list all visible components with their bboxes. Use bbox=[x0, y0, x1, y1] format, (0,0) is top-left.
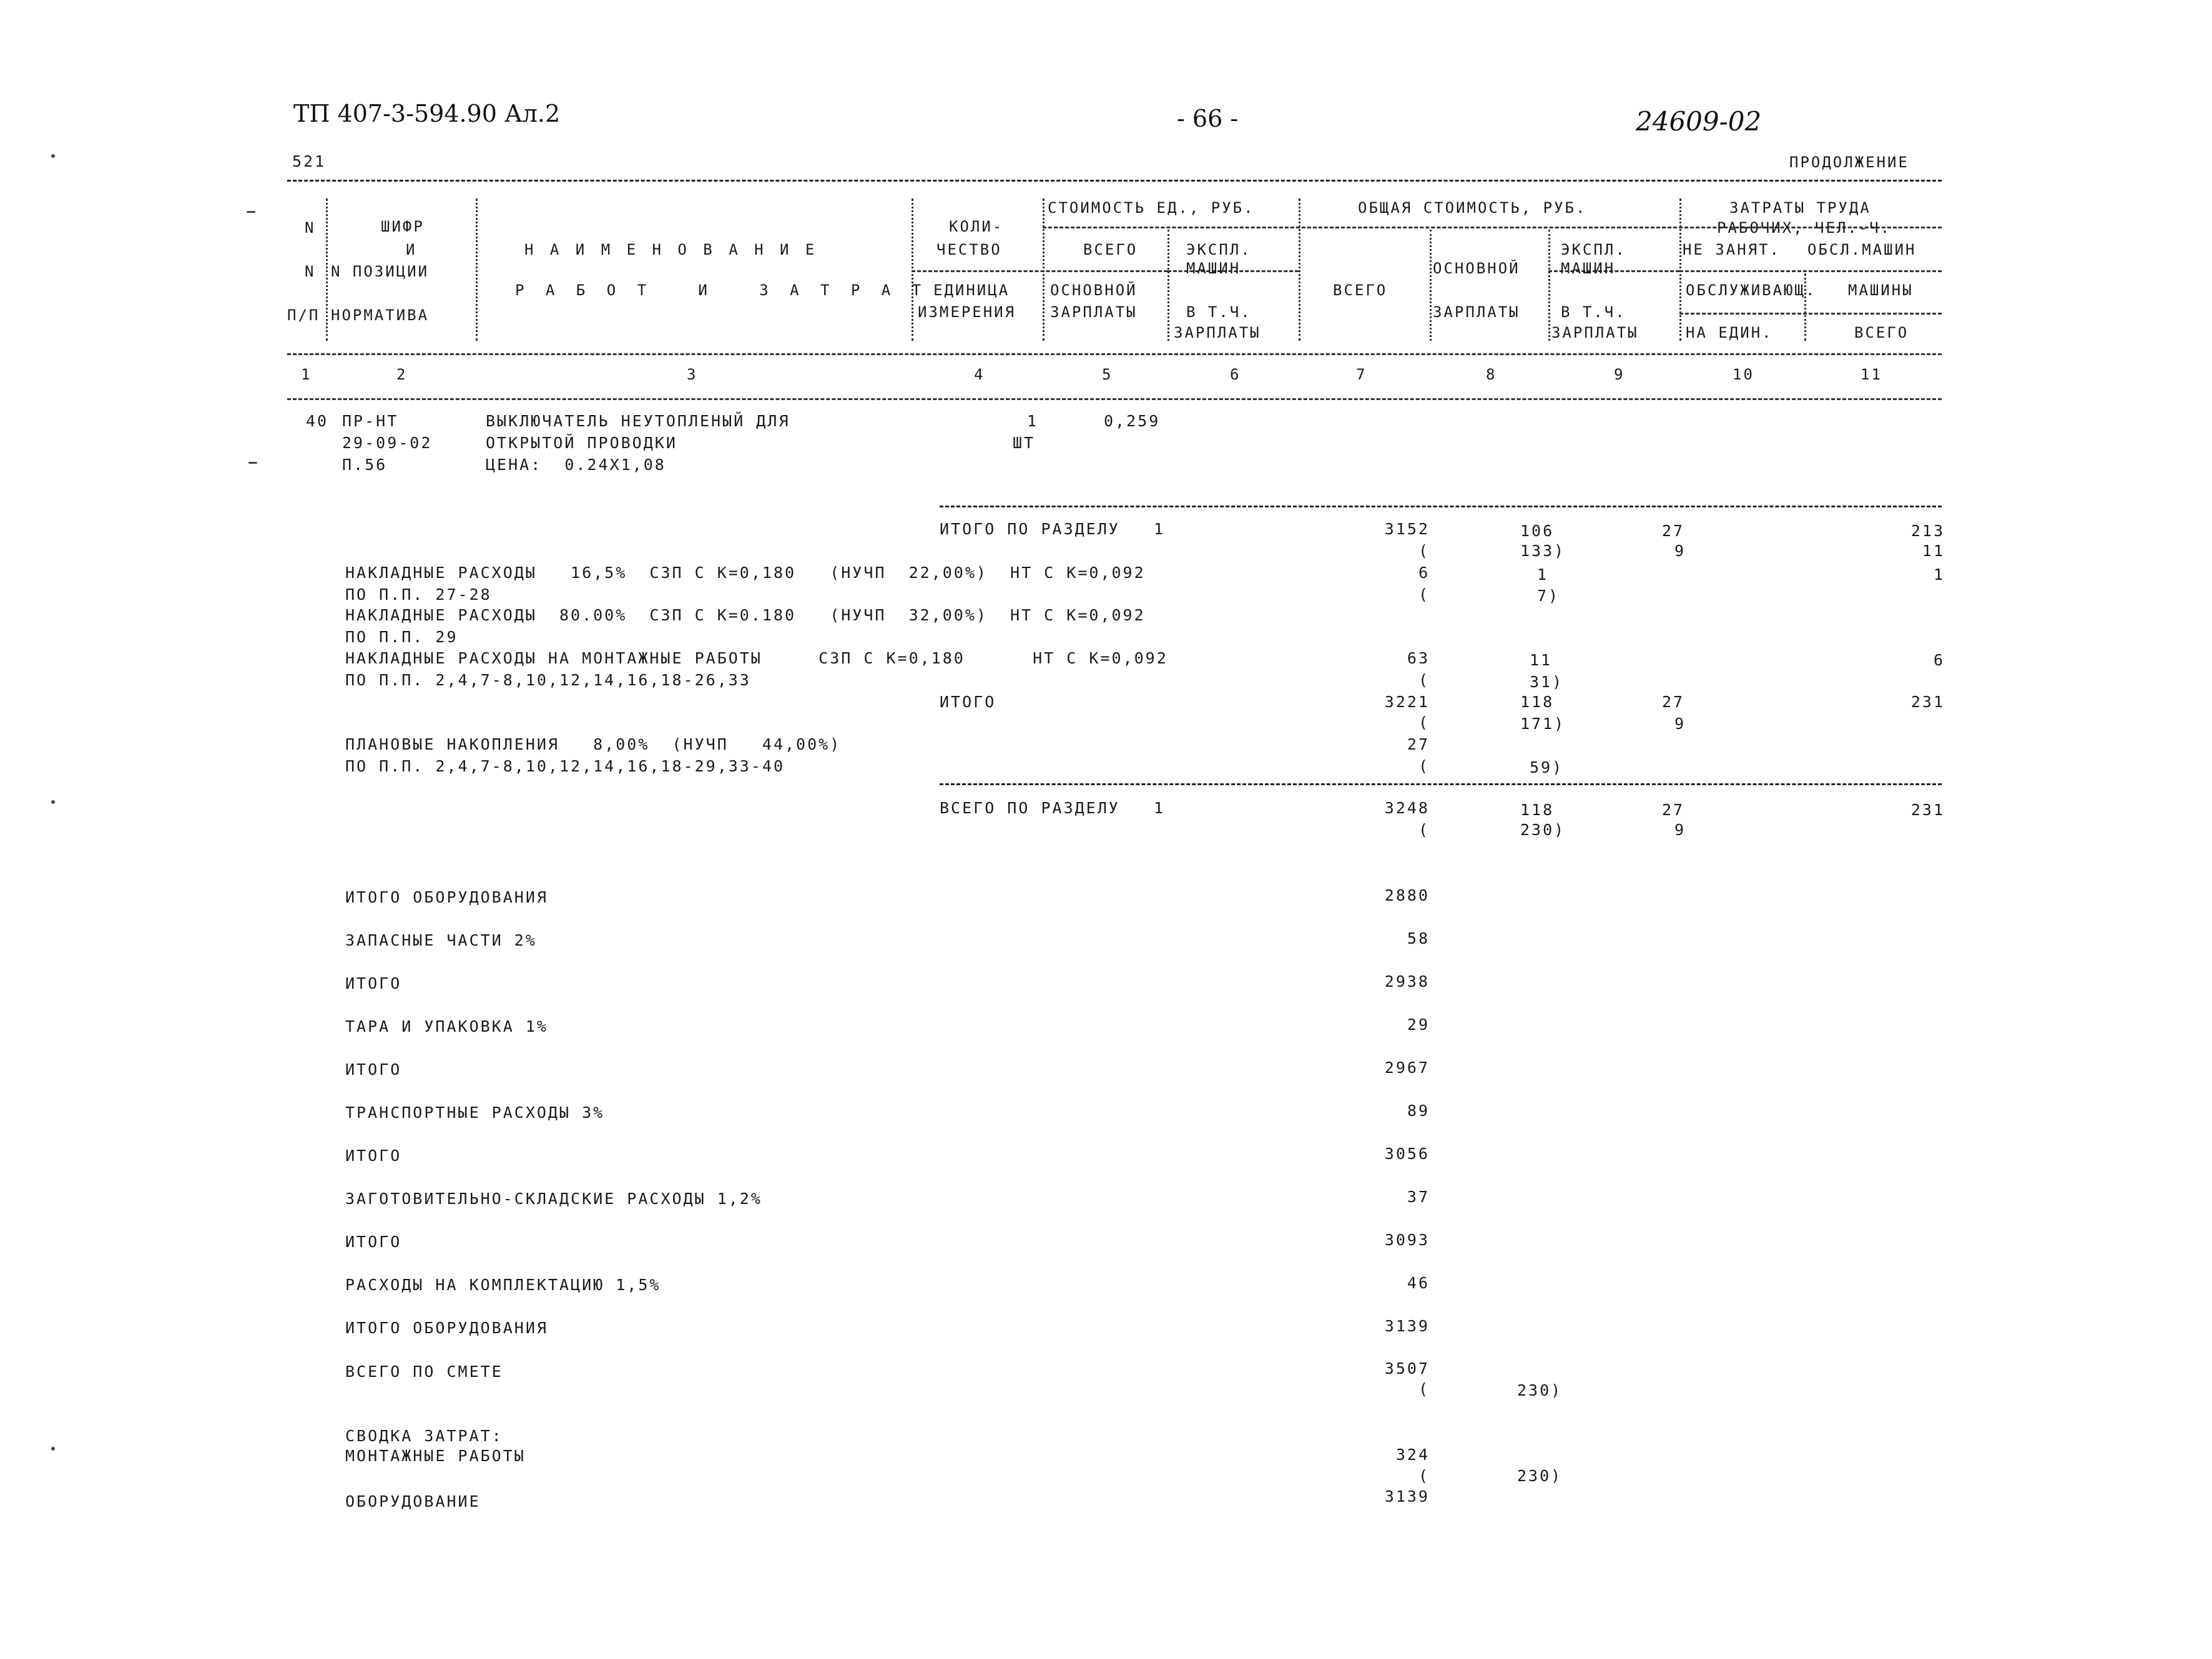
overhead3-total: 63 bbox=[1407, 649, 1430, 667]
section-rule bbox=[940, 506, 1942, 507]
section-total-rule bbox=[940, 783, 1942, 785]
overhead3-line1: НАКЛАДНЫЕ РАСХОДЫ НА МОНТАЖНЫЕ РАБОТЫ СЗП С К=0,180 НТ С К=0,092 bbox=[345, 649, 1168, 667]
equipment-row-label: ЗАПАСНЫЕ ЧАСТИ 2% bbox=[345, 931, 537, 949]
equipment-row-label: ТРАНСПОРТНЫЕ РАСХОДЫ 3% bbox=[345, 1104, 605, 1122]
col3-line1: Н А И М Е Н О В А Н И Е bbox=[524, 241, 818, 258]
col10-line3: НА ЕДИН. bbox=[1686, 324, 1773, 341]
col6-line4: ЗАРПЛАТЫ bbox=[1174, 324, 1261, 341]
overhead1-line1: НАКЛАДНЫЕ РАСХОДЫ 16,5% СЗП С К=0,180 (НУЧП 22,00%) НТ С К=0,092 bbox=[345, 564, 1146, 582]
item40-code-line1: ПР-НТ bbox=[342, 412, 399, 430]
section-itogo-mach: 27 bbox=[1662, 522, 1685, 540]
col-number-8: 8 bbox=[1486, 366, 1497, 383]
equipment-row-value: 89 bbox=[1407, 1102, 1430, 1120]
section-itogo-salary-paren: 133) bbox=[1520, 542, 1566, 560]
col-number-3: 3 bbox=[687, 366, 698, 383]
scan-speck bbox=[51, 154, 55, 158]
col-separator bbox=[476, 198, 478, 341]
total-cost-group-label: ОБЩАЯ СТОИМОСТЬ, РУБ. bbox=[1358, 199, 1587, 217]
summary-install-label: МОНТАЖНЫЕ РАБОТЫ bbox=[345, 1447, 526, 1465]
col-number-4: 4 bbox=[974, 366, 985, 383]
sub-rule bbox=[912, 270, 1167, 272]
section-vsego-labor: 231 bbox=[1910, 801, 1945, 819]
continuation-label: ПРОДОЛЖЕНИЕ bbox=[1789, 154, 1909, 171]
summary-equip-value: 3139 bbox=[1384, 1487, 1430, 1505]
item40-number: 40 bbox=[306, 412, 329, 430]
plan-salary-paren: 59) bbox=[1530, 758, 1564, 776]
estimate-total-label: ВСЕГО ПО СМЕТЕ bbox=[345, 1363, 503, 1381]
col2-line2: И bbox=[406, 241, 417, 258]
section-vsego-mach: 27 bbox=[1662, 801, 1685, 819]
sub-rule bbox=[1679, 313, 1942, 315]
itogo2-mach: 27 bbox=[1662, 693, 1685, 711]
col-separator bbox=[912, 198, 913, 341]
col10-line2: ОБСЛУЖИВАЮЩ. bbox=[1686, 281, 1817, 299]
equipment-row-label: ТАРА И УПАКОВКА 1% bbox=[345, 1017, 548, 1035]
sub-rule bbox=[1679, 270, 1942, 272]
equipment-row-value: 29 bbox=[1407, 1015, 1430, 1034]
header-bottom-rule bbox=[287, 353, 1942, 355]
summary-install-value: 324 bbox=[1395, 1446, 1430, 1464]
overhead1-line2: ПО П.П. 27-28 bbox=[345, 585, 492, 604]
itogo2-labor: 231 bbox=[1910, 693, 1945, 711]
overhead1-salary: 1 bbox=[1537, 565, 1549, 584]
col-number-2: 2 bbox=[396, 366, 408, 383]
col5-line2: ОСНОВНОЙ bbox=[1050, 281, 1138, 299]
equipment-row-label: ИТОГО bbox=[345, 1060, 402, 1079]
col3-line2: Р А Б О Т И З А Т Р А Т bbox=[515, 281, 928, 299]
overhead2-line2: ПО П.П. 29 bbox=[345, 628, 458, 646]
summary-title: СВОДКА ЗАТРАТ: bbox=[345, 1427, 503, 1445]
item40-quantity: 1 bbox=[1027, 412, 1039, 430]
equipment-row-value: 2967 bbox=[1384, 1059, 1430, 1077]
equipment-row-value: 58 bbox=[1407, 929, 1430, 947]
col-separator bbox=[1430, 230, 1432, 341]
section-itogo-labor: 213 bbox=[1910, 522, 1945, 540]
item40-name-line2: ОТКРЫТОЙ ПРОВОДКИ bbox=[486, 434, 677, 452]
col-number-11: 11 bbox=[1861, 366, 1882, 383]
itogo2-salary: 118 bbox=[1520, 693, 1555, 711]
col4-line1: КОЛИ- bbox=[949, 218, 1004, 235]
col6-line2: МАШИН bbox=[1186, 260, 1241, 277]
col9-line4: ЗАРПЛАТЫ bbox=[1551, 324, 1639, 341]
labor-group-line2: РАБОЧИХ, ЧЕЛ.-Ч. bbox=[1717, 219, 1892, 237]
col-separator bbox=[1299, 198, 1300, 341]
sheet-number: 521 bbox=[292, 152, 327, 170]
overhead1-labor: 1 bbox=[1933, 565, 1945, 584]
section-itogo-salary: 106 bbox=[1520, 522, 1555, 540]
itogo2-salary-paren: 171) bbox=[1520, 715, 1566, 733]
estimate-total-paren-open: ( bbox=[1418, 1380, 1430, 1398]
col-number-5: 5 bbox=[1102, 366, 1113, 383]
equipment-row-value: 3093 bbox=[1384, 1231, 1430, 1249]
col-number-7: 7 bbox=[1356, 366, 1367, 383]
equipment-row-label: ЗАГОТОВИТЕЛЬНО-СКЛАДСКИЕ РАСХОДЫ 1,2% bbox=[345, 1190, 762, 1208]
unit-cost-group-label: СТОИМОСТЬ ЕД., РУБ. bbox=[1048, 199, 1255, 217]
col11-line1: ОБСЛ.МАШИН bbox=[1807, 241, 1917, 258]
equipment-row-label: РАСХОДЫ НА КОМПЛЕКТАЦИЮ 1,5% bbox=[345, 1276, 661, 1294]
equipment-row-value: 46 bbox=[1407, 1274, 1430, 1292]
page-number: - 66 - bbox=[1177, 105, 1239, 132]
col2-line3: N ПОЗИЦИИ bbox=[331, 263, 430, 280]
col5-line1: ВСЕГО bbox=[1083, 241, 1138, 258]
equipment-row-label: ИТОГО ОБОРУДОВАНИЯ bbox=[345, 1319, 548, 1337]
equipment-row-label: ИТОГО bbox=[345, 1147, 402, 1165]
summary-equip-label: ОБОРУДОВАНИЕ bbox=[345, 1492, 481, 1510]
col-separator bbox=[1167, 230, 1169, 341]
section-itogo-labor2: 11 bbox=[1922, 542, 1945, 560]
col-separator bbox=[1043, 198, 1045, 341]
col-number-10: 10 bbox=[1733, 366, 1754, 383]
section-itogo-total: 3152 bbox=[1384, 520, 1430, 538]
estimate-total-value: 3507 bbox=[1384, 1359, 1430, 1378]
estimate-total-salary-paren: 230) bbox=[1517, 1381, 1563, 1399]
col8-line2: ЗАРПЛАТЫ bbox=[1433, 303, 1520, 321]
equipment-row-label: ИТОГО bbox=[345, 1233, 402, 1251]
item40-unit-price: 0,259 bbox=[1104, 412, 1161, 430]
col9-line2: МАШИН bbox=[1561, 260, 1616, 277]
plan-line2: ПО П.П. 2,4,7-8,10,12,14,16,18-29,33-40 bbox=[345, 757, 785, 775]
labor-group-line1: ЗАТРАТЫ ТРУДА bbox=[1729, 199, 1871, 217]
col1-line1: N bbox=[305, 219, 316, 237]
itogo2-total: 3221 bbox=[1384, 693, 1430, 711]
col2-line4: НОРМАТИВА bbox=[331, 306, 430, 324]
section-vsego-mach-sal: 9 bbox=[1674, 821, 1686, 839]
overhead1-paren-open: ( bbox=[1418, 585, 1430, 604]
overhead3-salary: 11 bbox=[1530, 651, 1553, 669]
col8-line1: ОСНОВНОЙ bbox=[1433, 260, 1520, 277]
col-separator bbox=[1679, 198, 1681, 341]
itogo2-mach-sal: 9 bbox=[1674, 715, 1686, 733]
col2-line1: ШИФР bbox=[381, 218, 425, 235]
summary-install-paren: 230) bbox=[1517, 1467, 1563, 1485]
equipment-row-value: 3139 bbox=[1384, 1317, 1430, 1335]
itogo2-paren-open: ( bbox=[1418, 713, 1430, 732]
plan-paren-open: ( bbox=[1418, 757, 1430, 775]
item40-name-line3: ЦЕНА: 0.24Х1,08 bbox=[486, 456, 666, 474]
scan-speck bbox=[248, 462, 257, 464]
overhead3-salary-paren: 31) bbox=[1530, 673, 1564, 691]
col11-line2: МАШИНЫ bbox=[1848, 281, 1914, 299]
equipment-row-label: ИТОГО bbox=[345, 974, 402, 992]
scan-speck bbox=[51, 800, 55, 804]
col4-line4: ИЗМЕРЕНИЯ bbox=[918, 303, 1016, 321]
overhead2-line1: НАКЛАДНЫЕ РАСХОДЫ 80.00% СЗП С К=0.180 (НУЧП 32,00%) НТ С К=0,092 bbox=[345, 606, 1146, 624]
overhead3-labor: 6 bbox=[1933, 651, 1945, 669]
section-vsego-label: ВСЕГО ПО РАЗДЕЛУ 1 bbox=[940, 799, 1166, 817]
overhead3-paren-open: ( bbox=[1418, 671, 1430, 689]
equipment-row-label: ИТОГО ОБОРУДОВАНИЯ bbox=[345, 888, 548, 906]
section-itogo-paren-open: ( bbox=[1418, 542, 1430, 560]
overhead1-salary-paren: 7) bbox=[1537, 587, 1560, 605]
col5-line3: ЗАРПЛАТЫ bbox=[1050, 303, 1138, 321]
col9-line3: В Т.Ч. bbox=[1561, 303, 1626, 321]
col7-label: ВСЕГО bbox=[1333, 281, 1388, 299]
numbers-bottom-rule bbox=[287, 398, 1942, 400]
plan-line1: ПЛАНОВЫЕ НАКОПЛЕНИЯ 8,00% (НУЧП 44,00%) bbox=[345, 735, 842, 753]
col-number-1: 1 bbox=[301, 366, 312, 383]
col-number-9: 9 bbox=[1614, 366, 1625, 383]
summary-install-paren-open: ( bbox=[1418, 1467, 1430, 1485]
table-header bbox=[287, 177, 1942, 413]
section-vsego-salary-paren: 230) bbox=[1520, 821, 1566, 839]
item40-code-line2: 29-09-02 bbox=[342, 434, 433, 452]
col4-line3: ЕДИНИЦА bbox=[933, 281, 1010, 299]
col6-line1: ЭКСПЛ. bbox=[1186, 241, 1252, 258]
scan-speck bbox=[51, 1447, 55, 1451]
item40-name-line1: ВЫКЛЮЧАТЕЛЬ НЕУТОПЛЕНЫЙ ДЛЯ bbox=[486, 412, 790, 430]
equipment-row-value: 3056 bbox=[1384, 1145, 1430, 1163]
plan-total: 27 bbox=[1407, 735, 1430, 753]
section-itogo-mach-sal: 9 bbox=[1674, 542, 1686, 560]
document-code: 24609-02 bbox=[1636, 106, 1762, 137]
doc-reference: ТП 407-3-594.90 Ал.2 bbox=[293, 100, 561, 127]
col9-line1: ЭКСПЛ. bbox=[1561, 241, 1626, 258]
itogo2-label: ИТОГО bbox=[940, 693, 996, 711]
col4-line2: ЧЕСТВО bbox=[936, 241, 1002, 258]
col1-line2: N bbox=[305, 263, 316, 280]
col10-line1: НЕ ЗАНЯТ. bbox=[1683, 241, 1781, 258]
overhead1-total: 6 bbox=[1418, 564, 1430, 582]
col-number-6: 6 bbox=[1230, 366, 1241, 383]
equipment-row-value: 2938 bbox=[1384, 972, 1430, 991]
col-separator bbox=[1548, 230, 1550, 341]
equipment-row-value: 37 bbox=[1407, 1188, 1430, 1206]
item40-code-line3: П.56 bbox=[342, 456, 388, 474]
equipment-row-value: 2880 bbox=[1384, 886, 1430, 904]
section-vsego-salary: 118 bbox=[1520, 801, 1555, 819]
col11-line3: ВСЕГО bbox=[1854, 324, 1909, 341]
col-separator bbox=[326, 198, 328, 341]
scan-speck bbox=[247, 211, 255, 213]
item40-unit: ШТ bbox=[1013, 434, 1036, 452]
col6-line3: В Т.Ч. bbox=[1186, 303, 1252, 321]
overhead3-line2: ПО П.П. 2,4,7-8,10,12,14,16,18-26,33 bbox=[345, 671, 751, 689]
col1-line3: П/П bbox=[287, 306, 320, 324]
section-itogo-label: ИТОГО ПО РАЗДЕЛУ 1 bbox=[940, 520, 1166, 538]
section-vsego-paren-open: ( bbox=[1418, 821, 1430, 839]
section-vsego-total: 3248 bbox=[1384, 799, 1430, 817]
